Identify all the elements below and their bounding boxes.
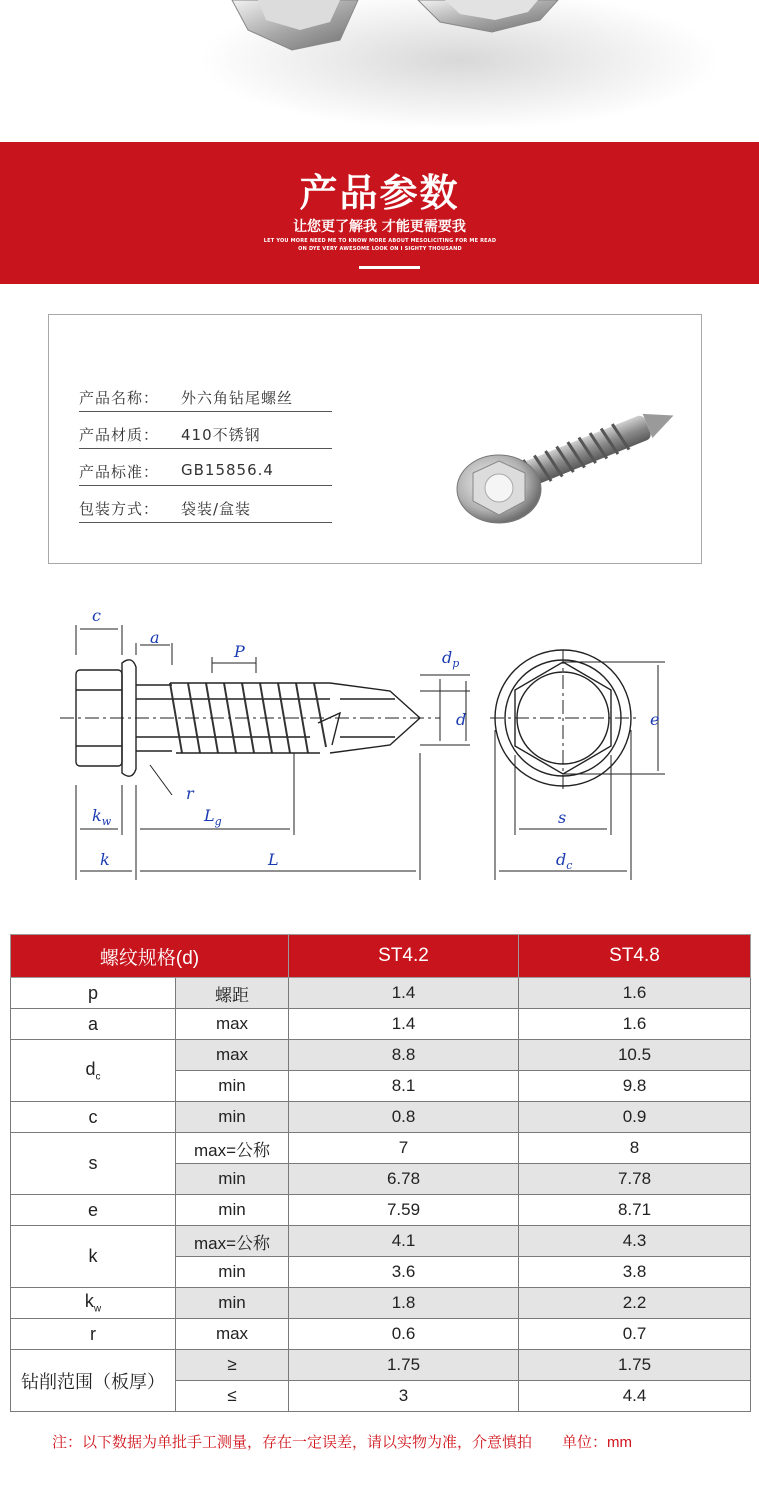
header-col1: ST4.2 (289, 935, 519, 978)
value-cell: 1.75 (289, 1350, 519, 1381)
value-cell: 8.1 (289, 1071, 519, 1102)
info-label: 产品材质： (79, 426, 160, 444)
param-cell: $k_w$ (11, 1288, 176, 1319)
kind-cell: ≤ (176, 1381, 289, 1412)
value-cell: 4.1 (289, 1226, 519, 1257)
table-row (11, 1288, 751, 1319)
info-value: 410不锈钢 (181, 426, 261, 444)
value-cell: 8.71 (519, 1195, 751, 1226)
hero-product-photo (0, 0, 759, 142)
table-row (11, 1350, 751, 1381)
value-cell: 10.5 (519, 1040, 751, 1071)
param-cell: k (11, 1226, 176, 1288)
value-cell: 1.8 (289, 1288, 519, 1319)
screw-photo (453, 385, 693, 525)
dim-label-s: s (558, 808, 567, 827)
dim-label-c: c (92, 606, 101, 625)
kind-cell: max (176, 1319, 289, 1350)
banner-english-line: ON DYE VERY AWESOME LOOK ON I SIGHTY THOUSAND (298, 246, 462, 252)
param-cell: p (11, 978, 176, 1009)
value-cell: 1.6 (519, 978, 751, 1009)
dim-label-r: r (186, 784, 194, 803)
dim-label-dp: $d_p$ (442, 648, 460, 670)
param-cell: $d_c$ (11, 1040, 176, 1102)
value-cell: 7 (289, 1133, 519, 1164)
kind-cell: max=公称 (176, 1226, 289, 1257)
value-cell: 1.75 (519, 1350, 751, 1381)
table-row (11, 1319, 751, 1350)
product-info-card (48, 314, 702, 564)
banner-underline (359, 266, 420, 269)
table-row (11, 1102, 751, 1133)
value-cell: 6.78 (289, 1164, 519, 1195)
value-cell: 4.3 (519, 1226, 751, 1257)
param-cell: a (11, 1009, 176, 1040)
info-value: 袋装/盒装 (181, 500, 252, 518)
param-cell: c (11, 1102, 176, 1133)
info-row-name (79, 385, 332, 412)
banner-subtitle: 让您更了解我 才能更需要我 (293, 219, 466, 235)
kind-cell: min (176, 1195, 289, 1226)
dim-label-l: L (268, 850, 279, 869)
kind-cell: min (176, 1257, 289, 1288)
table-row (11, 1226, 751, 1257)
kind-cell: max=公称 (176, 1133, 289, 1164)
kind-cell: 螺距 (176, 978, 289, 1009)
table-row (11, 1133, 751, 1164)
param-cell: s (11, 1133, 176, 1195)
value-cell: 4.4 (519, 1381, 751, 1412)
kind-cell: min (176, 1164, 289, 1195)
param-cell: 钻削范围（板厚） (11, 1350, 176, 1412)
value-cell: 3.6 (289, 1257, 519, 1288)
param-cell: r (11, 1319, 176, 1350)
table-row (11, 1040, 751, 1071)
header-col2: ST4.8 (519, 935, 751, 978)
info-value: GB15856.4 (181, 461, 274, 479)
section-banner (0, 142, 759, 284)
value-cell: 2.2 (519, 1288, 751, 1319)
dim-label-a: a (150, 628, 160, 647)
value-cell: 1.4 (289, 1009, 519, 1040)
table-row (11, 1009, 751, 1040)
kind-cell: ≥ (176, 1350, 289, 1381)
dim-label-d: d (456, 710, 467, 729)
value-cell: 1.6 (519, 1009, 751, 1040)
dim-label-k: k (100, 850, 110, 869)
banner-title: 产品参数 (299, 171, 460, 215)
value-cell: 1.4 (289, 978, 519, 1009)
kind-cell: min (176, 1102, 289, 1133)
info-row-material (79, 422, 332, 449)
technical-drawing (0, 595, 759, 895)
value-cell: 7.59 (289, 1195, 519, 1226)
value-cell: 0.8 (289, 1102, 519, 1133)
dim-label-dc: $d_c$ (556, 850, 573, 872)
value-cell: 3.8 (519, 1257, 751, 1288)
dim-label-lg: $L_g$ (204, 806, 222, 828)
note-text: 注：以下数据为单批手工测量，存在一定误差，请以实物为准，介意慎拍 (52, 1434, 533, 1451)
measurement-note (52, 1431, 632, 1452)
value-cell: 8 (519, 1133, 751, 1164)
spec-table (10, 934, 751, 1412)
info-value: 外六角钻尾螺丝 (181, 389, 294, 407)
info-label: 产品标准： (79, 463, 160, 481)
header-spec: 螺纹规格(d) (11, 935, 289, 978)
info-label: 产品名称： (79, 389, 160, 407)
param-cell: e (11, 1195, 176, 1226)
banner-english-line: LET YOU MORE NEED ME TO KNOW MORE ABOUT MESOLICITING FOR ME READ (263, 238, 497, 244)
kind-cell: min (176, 1288, 289, 1319)
dim-label-e: e (650, 710, 660, 729)
value-cell: 8.8 (289, 1040, 519, 1071)
value-cell: 7.78 (519, 1164, 751, 1195)
value-cell: 3 (289, 1381, 519, 1412)
table-row (11, 978, 751, 1009)
value-cell: 9.8 (519, 1071, 751, 1102)
dim-label-kw: $k_w$ (92, 806, 112, 828)
kind-cell: max (176, 1009, 289, 1040)
info-label: 包装方式： (79, 500, 160, 518)
kind-cell: min (176, 1071, 289, 1102)
value-cell: 0.9 (519, 1102, 751, 1133)
value-cell: 0.7 (519, 1319, 751, 1350)
info-row-packaging (79, 496, 332, 523)
table-header-row (11, 935, 751, 978)
dim-label-pitch: P (234, 642, 245, 661)
banner-english-text (260, 237, 500, 253)
value-cell: 0.6 (289, 1319, 519, 1350)
kind-cell: max (176, 1040, 289, 1071)
table-row (11, 1195, 751, 1226)
info-row-standard (79, 459, 332, 486)
unit-text: 单位：mm (562, 1434, 633, 1451)
